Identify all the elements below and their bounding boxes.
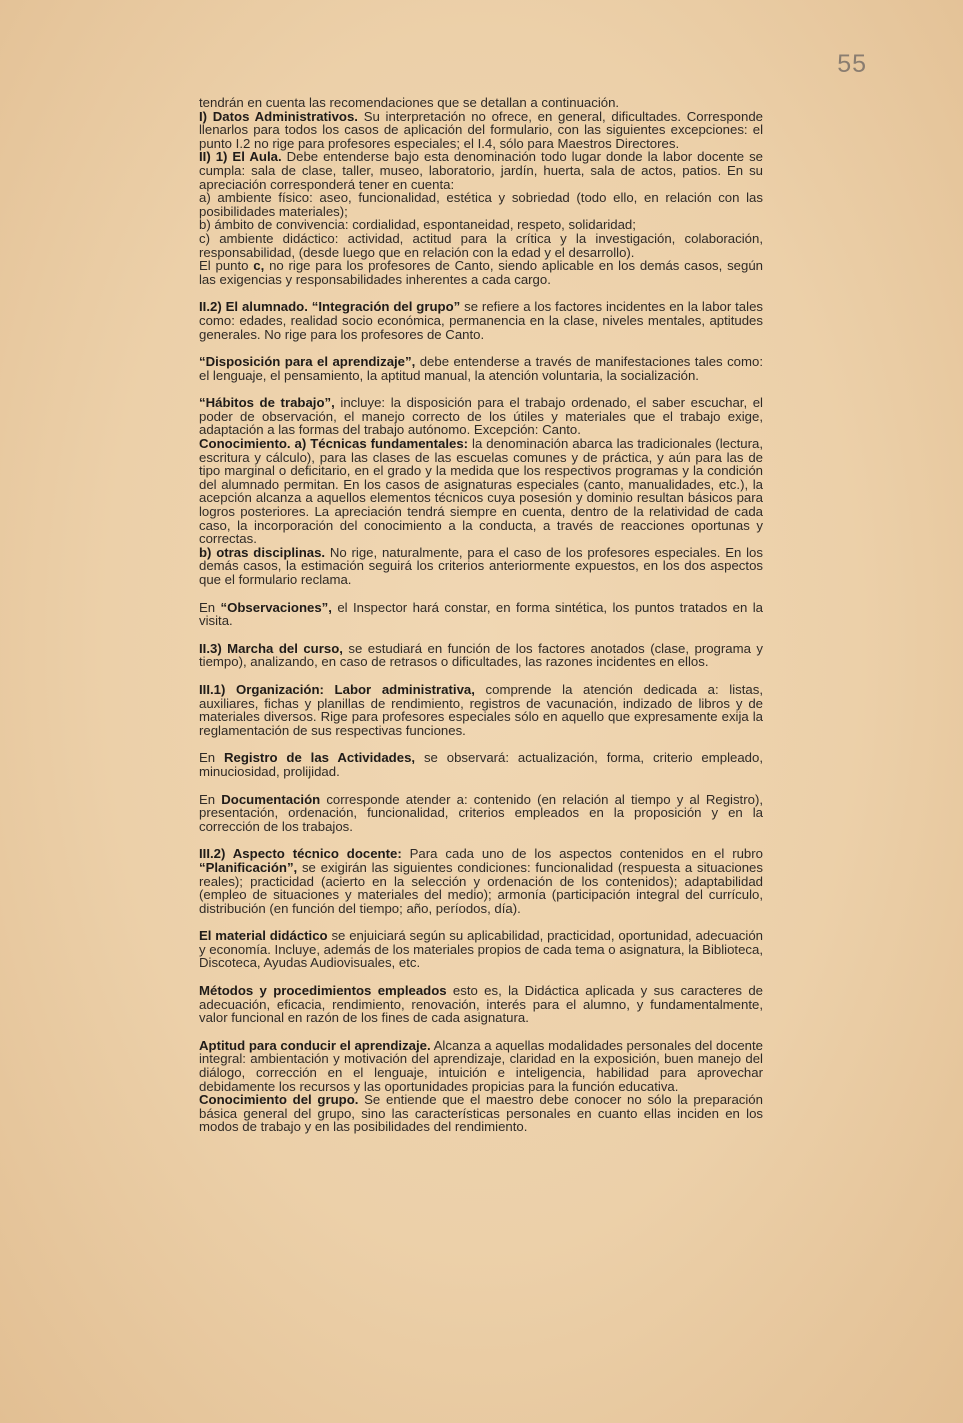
text-run: tendrán en cuenta las recomendaciones que se detallan a continuación. <box>199 95 620 110</box>
text-run: Para cada uno de los aspectos contenidos en el rubro <box>401 846 763 862</box>
paragraph <box>199 396 763 437</box>
bold-run: “Planificación”, <box>199 859 298 875</box>
paragraph <box>199 232 763 259</box>
paragraph <box>199 1093 763 1134</box>
text-run: se enjuiciará según su aplicabilidad, practicidad, oportunidad, adecuación y economía. Incluye, además de los materiales propios de cada tema o asignatura, la Biblioteca, Discoteca, Ayudas Audiovisuales, etc. <box>199 928 763 971</box>
paragraph <box>199 191 763 218</box>
paragraph <box>199 984 763 1025</box>
text-run: Su interpretación no ofrece, en general, dificultades. Corresponde llenarlos para todos los casos de aplicación del formulario, con las siguientes excepciones: el punto I.2 no rige para profesores especiales; el I.4, sólo para Maestros Directores. <box>199 108 763 151</box>
paragraph <box>199 96 763 110</box>
text-run: En <box>199 599 221 615</box>
bold-run: II) 1) El Aula. <box>199 149 282 165</box>
body-text <box>199 96 763 1134</box>
bold-run: c, <box>253 258 265 274</box>
bold-run: Métodos y procedimientos empleados <box>199 983 447 999</box>
paragraph <box>199 683 763 737</box>
paragraph <box>199 642 763 669</box>
bold-run: b) otras disciplinas. <box>199 544 326 560</box>
bold-run: El material didáctico <box>199 928 328 944</box>
paragraph <box>199 546 763 587</box>
bold-run: II.3) Marcha del curso, <box>199 640 343 656</box>
paragraph <box>199 793 763 834</box>
text-run: corresponde atender a: contenido (en relación al tiempo y al Registro), presentación, ordenación, funcionalidad, criterios empleados en la proposición y en la corrección de los trabajos. <box>199 791 763 834</box>
bold-run: “Disposición para el aprendizaje”, <box>199 354 416 370</box>
text-run: se estudiará en función de los factores anotados (clase, programa y tiempo), analizando, en caso de retrasos o dificultades, las razones incidentes en ellos. <box>199 640 763 670</box>
bold-run: I) Datos Administrativos. <box>199 108 358 124</box>
text-run: a) ambiente físico: aseo, funcionalidad, estética y sobriedad (todo ello, en relación con las posibilidades materiales); <box>199 190 763 219</box>
paragraph <box>199 355 763 382</box>
text-run: Se entiende que el maestro debe conocer no sólo la preparación básica general del grupo, sino las características personales en cuanto ellas inciden en los modos de trabajo y en las posibilidades del rendimiento. <box>199 1092 763 1135</box>
paragraph <box>199 847 763 915</box>
text-run: debe entenderse a través de manifestaciones tales como: el lenguaje, el pensamiento, la aptitud manual, la atención voluntaria, la socialización. <box>199 354 763 383</box>
text-run: se exigirán las siguientes condiciones: funcionalidad (respuesta a situaciones reales); practicidad (acierto en la selección y ordenación de los contenidos); adaptabilidad (empleo de situaciones y materiales del medio); armonía (participación integral del currículo, distribución (en función del tiempo; año, períodos, día). <box>199 859 763 916</box>
text-run: c) ambiente didáctico: actividad, actitud para la crítica y la investigación, colaboración, responsabilidad, (desde luego que en relación con la edad y el desarrollo). <box>199 230 763 260</box>
bold-run: “Observaciones”, <box>220 599 332 615</box>
paragraph <box>199 1039 763 1093</box>
paragraph <box>199 110 763 151</box>
bold-run: “Hábitos de trabajo”, <box>199 395 335 411</box>
bold-run: II.2) El alumnado. “Integración del grupo” <box>199 299 461 315</box>
text-run: la denominación abarca las tradicionales (lectura, escritura y cálculo), para las clases de las escuelas comunes y de práctica, y aún para las de tipo marginal o deficitario, en el grado y la medida que los respectivos programas y la condición del alumnado permitan. En los casos de asignaturas especiales (canto, manualidades, etc.), la acepción alcanza a aquellos elementos técnicos cuya posesión y dominio resultan básicos para logros posteriores. La apreciación tendrá siempre en cuenta, dentro de la relatividad de cada caso, la incorporación del conocimiento a la conducta, a través de reacciones oportunas y correctas. <box>199 436 763 547</box>
text-run: se refiere a los factores incidentes en la labor tales como: edades, realidad socio económica, permanencia en la clase, niveles mentales, aptitudes generales. No rige para los profesores de Canto. <box>199 299 763 342</box>
text-run: Debe entenderse bajo esta denominación todo lugar donde la labor docente se cumpla: sala de clase, taller, museo, laboratorio, jardín, huerta, sala de actos, patios. En su apreciación corresponderá tener en cuenta: <box>199 149 763 192</box>
text-run: el Inspector hará constar, en forma sintética, los puntos tratados en la visita. <box>199 599 763 629</box>
text-run: b) ámbito de convivencia: cordialidad, espontaneidad, respeto, solidaridad; <box>199 217 636 233</box>
text-run: En <box>199 750 225 766</box>
paragraph <box>199 150 763 191</box>
text-run: En <box>199 791 222 807</box>
text-run: se observará: actualización, forma, criterio empleado, minuciosidad, prolijidad. <box>199 750 763 779</box>
paragraph <box>199 437 763 546</box>
paragraph <box>199 259 763 286</box>
bold-run: Conocimiento. a) Técnicas fundamentales: <box>199 436 469 452</box>
bold-run: Conocimiento del grupo. <box>199 1092 359 1108</box>
text-run: No rige, naturalmente, para el caso de los profesores especiales. En los demás casos, la estimación seguirá los criterios anteriormente expuestos, en los dos aspectos que el formulario reclama. <box>199 544 763 587</box>
bold-run: Documentación <box>221 791 321 807</box>
page-number: 55 <box>837 50 867 78</box>
paragraph <box>199 218 763 232</box>
paragraph <box>199 601 763 628</box>
text-run: comprende la atención dedicada a: listas, auxiliares, fichas y planillas de rendimiento, registros de vacunación, indizado de libros y de materiales diversos. Rige para profesores especiales sólo en aquello que expresamente exija la reglamentación de sus respectivas funciones. <box>199 681 763 738</box>
text-run: esto es, la Didáctica aplicada y sus caracteres de adecuación, eficacia, rendimiento, renovación, interés para el alumno, y fundamentalmente, valor funcional en razón de los fines de cada asignatura. <box>199 983 763 1026</box>
bold-run: III.2) Aspecto técnico docente: <box>199 846 402 862</box>
text-run: Alcanza a aquellas modalidades personales del docente integral: ambientación y motivación del aprendizaje, claridad en la exposición, buen manejo del diálogo, corrección en el lenguaje, intuición e inteligencia, habilidad para aprovechar debidamente los recursos y las oportunidades propicias para la función educativa. <box>199 1037 763 1094</box>
paragraph <box>199 751 763 778</box>
text-run: El punto <box>199 258 254 274</box>
bold-run: III.1) Organización: Labor administrativa, <box>199 681 475 697</box>
paragraph <box>199 300 763 341</box>
bold-run: Aptitud para conducir el aprendizaje. <box>199 1037 431 1053</box>
paragraph <box>199 929 763 970</box>
bold-run: Registro de las Actividades, <box>224 750 416 766</box>
text-run: incluye: la disposición para el trabajo ordenado, el saber escuchar, el poder de observación, el manejo correcto de los útiles y materiales que el trabajo exige, adaptación a las formas del trabajo autónomo. Excepción: Canto. <box>199 395 763 438</box>
text-run: no rige para los profesores de Canto, siendo aplicable en los demás casos, según las exigencias y responsabilidades inherentes a cada cargo. <box>199 258 763 287</box>
